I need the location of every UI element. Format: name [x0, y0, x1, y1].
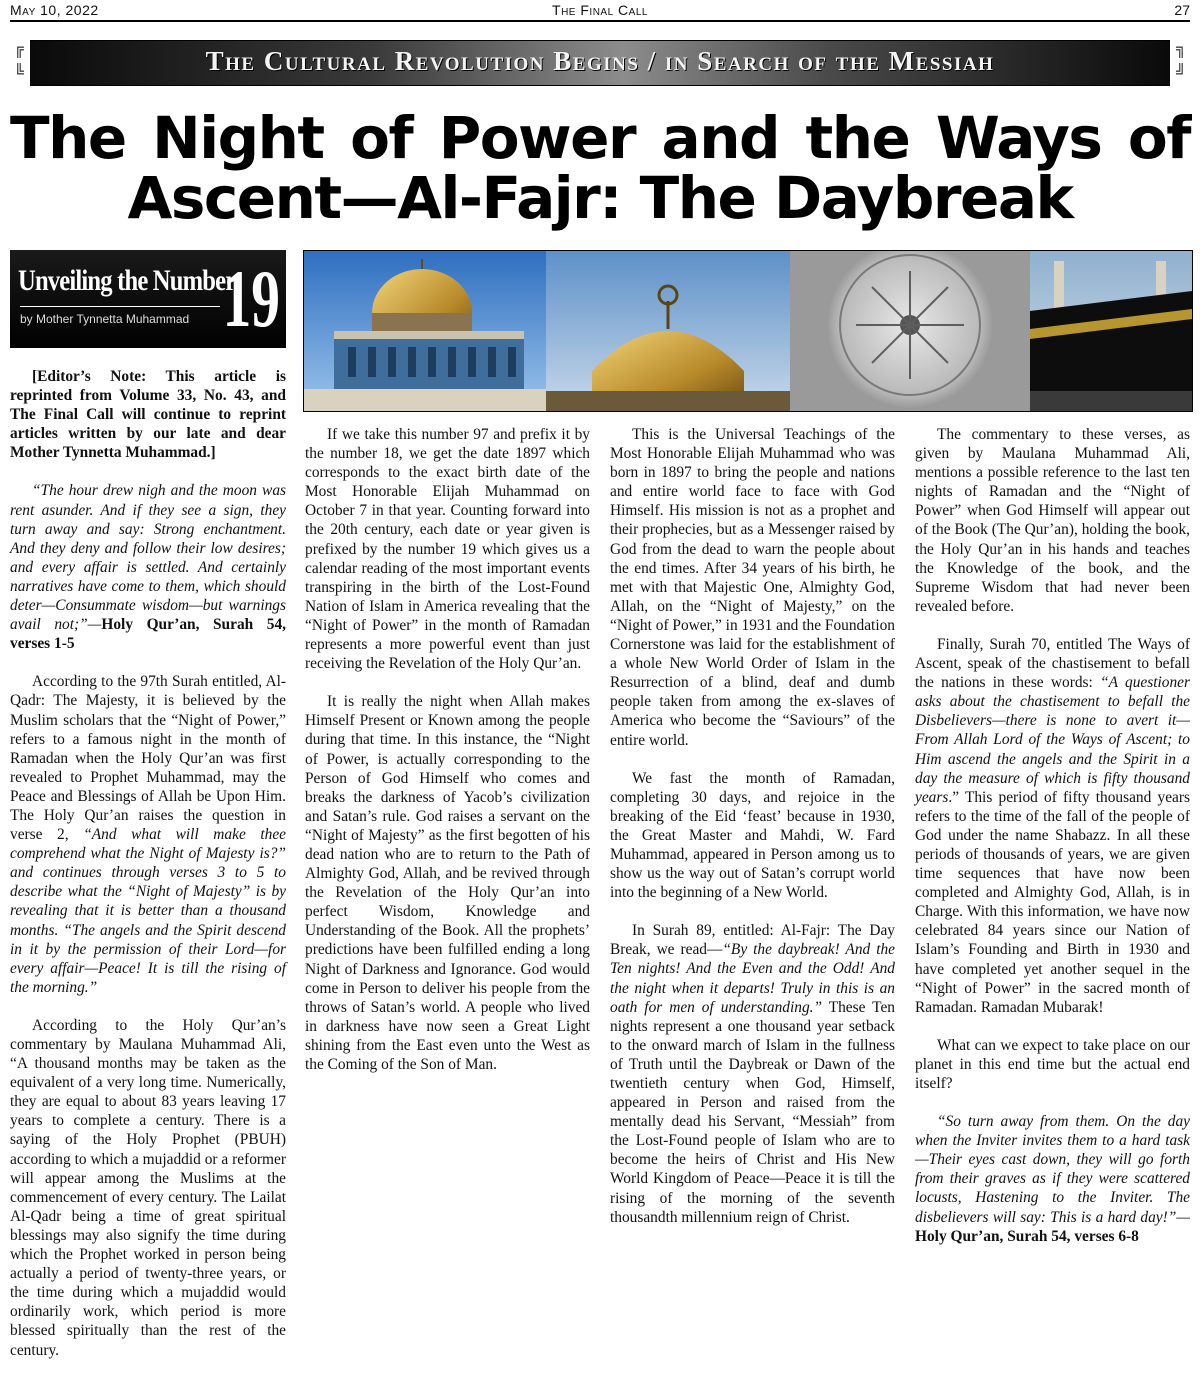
article-paragraph: We fast the month of Ramadan, completing 30 days, and rejoice in the breaking of the Eid ‘feast’ because in 1930, the Great Master and Mahdi, W. Fard Muhammad, appeared in Person among us to show us the way out of Satan’s corrupt world into the beginning of a New World.: [610, 769, 895, 902]
editors-note: [Editor’s Note: This article is reprinted from Volume 33, No. 43, and The Final Call will continue to reprint articles written by our late and dear Mother Tynnetta Muhammad.]: [10, 368, 286, 462]
photo-kaaba: [1030, 251, 1192, 411]
issue-date: May 10, 2022: [10, 2, 99, 18]
column-logo-rule: [20, 306, 220, 307]
opening-quote: “The hour drew nigh and the moon was rent asunder. And if they see a sign, they turn away and say: Strong enchantment. And they deny and follow their low desires; and every affair is settled. And certainly narratives have come to them, which should deter—Consummate wisdom—but warnings avail not;”—Holy Qur’an, Surah 54, verses 1-5: [10, 482, 286, 653]
column-logo-title: Unveiling the Number: [18, 264, 236, 297]
publication-name: The Final Call: [552, 2, 648, 18]
photo-mosque-dome-crescent: [546, 251, 790, 411]
article-paragraph: This is the Universal Teachings of the Most Honorable Elijah Muhammad who was born in 1897 to bring the people and nations and entire world face to face with God Himself. His mission is not as a prophet and their prophecies, but as a Messenger raised by God from the dead to warn the people about the end times. After 34 years of his birth, he met with that Majestic One, Almighty God, Allah, on the “Night of Majesty,” on the “Night of Power,” in 1931 and the Foundation Cornerstone was laid for the establishment of a whole New World Order of Islam in the Resurrection of a blind, deaf and dumb people taken from among the ex-slaves of America who become the “Saviours” of the entire world.: [610, 426, 895, 749]
closing-quote: “So turn away from them. On the day when the Inviter invites them to a hard task—Their eyes cast down, they will go forth from their graves as if they were scattered locusts, Hastening to the Inviter. The disbelievers will say: This is a hard day!”—Holy Qur’an, Surah 54, verses 6-8: [915, 1113, 1190, 1245]
photo-dome-of-the-rock: [304, 251, 546, 411]
corner-ornament-icon: ╝: [1176, 63, 1186, 82]
article-paragraph: If we take this number 97 and prefix it by the number 18, we get the date 1897 which corresponds to the exact birth date of the Most Honorable Elijah Muhammad on October 7 in that year. Counting forward into the 20th century, each date or year given is prefixed by the number 19 which gives us a calendar reading of the most important events transpiring in the birth of the Lost-Found Nation of Islam in America revealing that the “Night of Power” in the month of Ramadan represents a more powerful event than just receiving the Revelation of the Holy Qur’an.: [305, 426, 590, 673]
column-logo-number: 19: [222, 253, 280, 344]
article-column-4: [915, 425, 1190, 1265]
photo-strip: [303, 250, 1193, 412]
article-paragraph: According to the 97th Surah entitled, Al-Qadr: The Majesty, it is believed by the Muslim scholars that the “Night of Power,” refers to a famous night in the month of Ramadan when the Holy Qur’an was first revealed to Prophet Muhammad, may the Peace and Blessings of Allah be Upon Him. The Holy Qur’an raises the question in verse 2, “And what will make thee comprehend what the Night of Majesty is?” and continues through verses 3 to 5 to describe what the “Night of Majesty” is by revealing that it is better than a thousand months. “The angels and the Spirit descend in it by the permission of their Lord—for every affair—Peace! It is till the rising of the morning.”: [10, 673, 286, 996]
corner-ornament-icon: ╚: [14, 63, 24, 82]
page-number: 27: [1174, 2, 1190, 18]
article-paragraph: It is really the night when Allah makes Himself Present or Known among the people during that time. In this instance, the “Night of Power, is actually corresponding to the Person of God Himself who comes and breaks the darkness of Yacob’s civilization and Satan’s rule. God raises a servant on the “Night of Majesty” as the first begotten of his dead nation who are to return to the Path of Almighty God, Allah, and be revived through the Revelation of the Holy Qur’an into perfect Wisdom, Knowledge and Understanding of the Book. All the prophets’ predictions have been fulfilled ending a long Night of Darkness and Ignorance. God would come in Person to deliver his people from the throws of Satan’s world. A people who lived in darkness have now seen a Great Light shining from the East even unto the West as the Coming of the Son of Man.: [305, 693, 590, 1073]
photo-dome-interior: [790, 251, 1030, 411]
column-logo-byline: by Mother Tynnetta Muhammad: [20, 312, 190, 326]
article-paragraph: According to the Holy Qur’an’s commentary by Maulana Muhammad Ali, “A thousand months may be taken as the equivalent of a very long time. Numerically, they are equal to about 83 years leaving 17 years to complete a century. There is a saying of the Holy Prophet (PBUH) according to which a mujaddid or a reformer will appear among the Muslims at the commencement of every century. The Lailat Al-Qadr being a time of great spiritual blessings may also signify the time during which the Prophet worked in person being actually a period of twenty-three years, or the time during which a mujaddid would ordinarily work, which period is more blessed spiritually than the rest of the century.: [10, 1016, 286, 1359]
headline-line-2: Ascent—Al-Fajr: The Daybreak: [127, 164, 1073, 232]
article-column-3: [610, 425, 895, 1246]
section-banner-text: The Cultural Revolution Begins / in Search of the Messiah: [205, 46, 995, 76]
article-paragraph: In Surah 89, entitled: Al-Fajr: The Day Break, we read—“By the daybreak! And the Ten nights! And the Even and the Odd! And the night when it departs! Truly in this is an oath for men of understanding.” These Ten nights represent a one thousand year setback to the onward march of Islam in the fullness of Truth until the Daybreak or Dawn of the twentieth century when God, Himself, appeared in Person and raised from the mentally dead his Servant, “Messiah” from the Lost-Found people of Islam who are to become the heirs of Christ and His New World Kingdom of Peace—Peace it is till the rising of the morning of the seventh thousandth millennium reign of Christ.: [610, 922, 895, 1226]
corner-ornament-icon: ╗: [1176, 39, 1186, 58]
photo-strip-image: [304, 251, 1192, 411]
article-paragraph: What can we expect to take place on our planet in this end time but the actual end itself?: [915, 1036, 1190, 1092]
column-logo: [10, 250, 286, 348]
corner-ornament-icon: ╔: [14, 39, 24, 58]
article-headline: [10, 104, 1190, 232]
article-column-2: [305, 425, 590, 1093]
article-paragraph: The commentary to these verses, as given by Maulana Muhammad Ali, mentions a possible reference to the last ten nights of Ramadan and the “Night of Power” when God Himself will appear out of the Book (The Qur’an), holding the book, the Holy Qur’an in his hands and teaches the Knowledge of the book, and the Supreme Wisdom that had never been revealed before.: [915, 426, 1190, 615]
opening-quote-source: Holy Qur’an, Surah 54, verses 1-5: [10, 616, 286, 653]
page-header: [10, 0, 1190, 22]
closing-quote-source: Holy Qur’an, Surah 54, verses 6-8: [915, 1227, 1139, 1245]
article-paragraph: Finally, Surah 70, entitled The Ways of Ascent, speak of the chastisement to befall the nations in these words: “A questioner asks about the chastisement to befall the Disbelievers—there is none to avert it—From Allah Lord of the Ways of Ascent; to Him ascend the angels and the Spirit in a day the measure of which is fifty thousand years.” This period of fifty thousand years refers to the time of the fall of the people of God under the name Shabazz. In all these periods of thousands of years, we are given time sequences that have now been completed and Almighty God, Allah, is in Charge. With this information, we have now celebrated 84 years since our Nation of Islam’s Founding and Birth in 1930 and have completed yet another sequel in the “Night of Power” in the sacred month of Ramadan. Ramadan Mubarak!: [915, 635, 1190, 1016]
section-banner: [30, 40, 1170, 86]
article-column-1: [10, 367, 286, 1379]
headline-line-1: The Night of Power and the Ways of: [10, 104, 1190, 172]
